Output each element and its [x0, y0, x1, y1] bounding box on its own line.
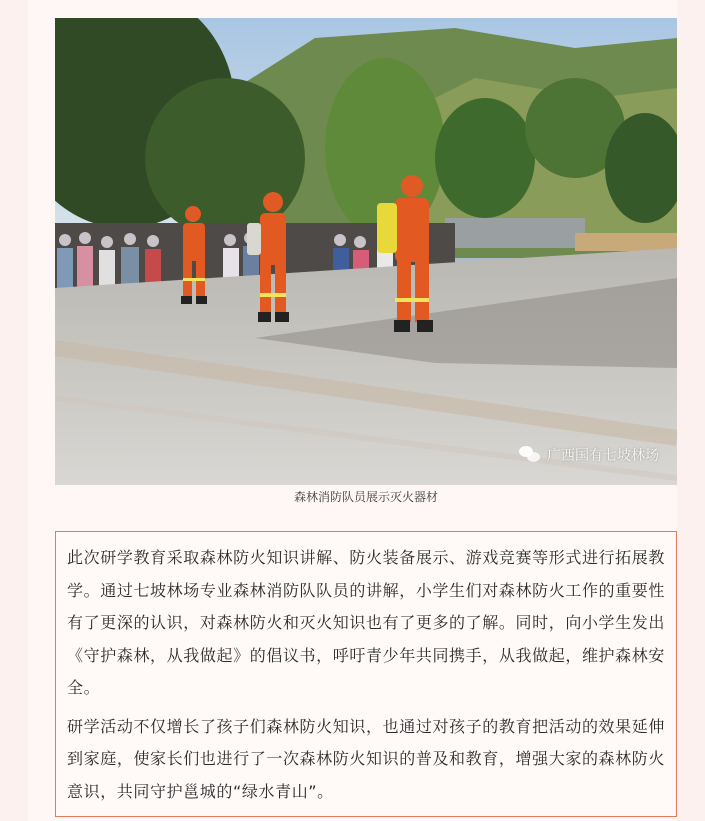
watermark-text: 广西国有七坡林场: [547, 448, 659, 464]
article-text-box: [55, 531, 677, 817]
photo-caption: 森林消防队员展示灭火器材: [293, 490, 438, 504]
wechat-icon: [519, 446, 541, 464]
paragraph-2: 研学活动不仅增长了孩子们森林防火知识，也通过对孩子的教育把活动的效果延伸到家庭，使家长们也进行了一次森林防火知识的普及和教育，增强大家的森林防火意识，共同守护邕城的“绿水青山”。: [67, 716, 665, 801]
photo-illustration: [55, 18, 677, 485]
firefighters-photo: [55, 18, 677, 485]
paragraph-1: 此次研学教育采取森林防火知识讲解、防火装备展示、游戏竞赛等形式进行拓展教学。通过七坡林场专业森林消防队队员的讲解，小学生们对森林防火工作的重要性有了更深的认识，对森林防火和灭火知识也有了更多的了解。同时，向小学生发出《守护森林，从我做起》的倡议书，呼吁青少年共同携手，从我做起，维护森林安全。: [67, 548, 665, 697]
article-body: [28, 0, 677, 821]
photo-watermark: [519, 445, 659, 465]
